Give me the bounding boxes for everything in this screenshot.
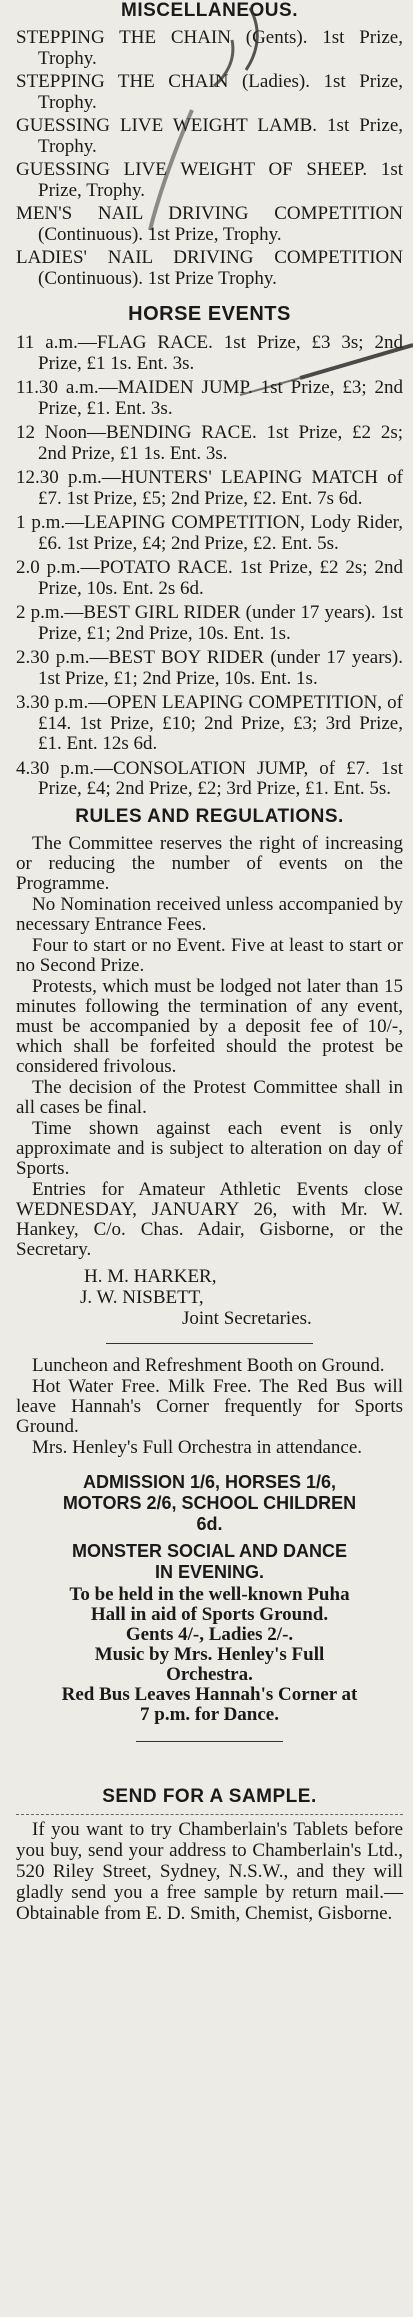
rules-paragraph: The Committee reserves the right of increasing or reducing the number of events on the Programme.: [16, 832, 403, 894]
rules-paragraph: Protests, which must be lodged not later than 15 minutes following the termination of any event, must be accompanied by a deposit fee of 10/-, which shall be forfeited should the protest be considered frivolous.: [16, 975, 403, 1077]
notice-paragraph: Luncheon and Refreshment Booth on Ground.: [32, 1354, 385, 1376]
rules-paragraph: Four to start or no Event. Five at least to start or no Second Prize.: [16, 934, 403, 976]
section-divider: [106, 1343, 313, 1344]
horse-event-item: 3.30 p.m.—OPEN LEAPING COMPETITION, of £14. 1st Prize, £10; 2nd Prize, £3; 3rd Prize, £1. Ent. 12s 6d.: [16, 692, 403, 754]
sample-advert: [16, 1786, 403, 1924]
dance-line: Orchestra.: [166, 1663, 253, 1685]
rules-paragraph: No Nomination received unless accompanied by necessary Entrance Fees.: [16, 893, 403, 935]
dance-section: [16, 1541, 403, 1725]
horse-event-item: 12.30 p.m.—HUNTERS' LEAPING MATCH of £7. 1st Prize, £5; 2nd Prize, £2. Ent. 7s 6d.: [16, 467, 403, 509]
signatory-name: J. W. NISBETT,: [80, 1286, 204, 1308]
sample-text: If you want to try Chamberlain's Tablets before you buy, send your address to Chamberlain's Ltd., 520 Riley Street, Sydney, N.S.W., and they will gladly send you a free sample by return mail.—Obtainable from E. D. Smith, Chemist, Gisborne.: [16, 1818, 403, 1924]
miscellaneous-section: [16, 0, 403, 289]
dance-heading: [16, 1541, 403, 1583]
signatory-name: H. M. HARKER,: [84, 1265, 217, 1287]
misc-item: GUESSING LIVE WEIGHT OF SHEEP. 1st Prize, Trophy.: [16, 159, 403, 201]
horse-events-list: [16, 333, 403, 800]
dance-line: 7 p.m. for Dance.: [140, 1703, 279, 1725]
admission-line: 6d.: [196, 1513, 223, 1534]
horse-event-item: 12 Noon—BENDING RACE. 1st Prize, £2 2s; 2nd Prize, £1 1s. Ent. 3s.: [16, 422, 403, 464]
dance-line: To be held in the well-known Puha: [69, 1583, 350, 1605]
rules-paragraph: Time shown against each event is only approximate and is subject to alteration on day of Sports.: [16, 1117, 403, 1179]
sample-heading: SEND FOR A SAMPLE.: [102, 1785, 317, 1807]
dance-heading-line: IN EVENING.: [154, 1561, 265, 1582]
miscellaneous-list: [16, 28, 403, 289]
dance-line: Music by Mrs. Henley's Full: [94, 1643, 325, 1665]
misc-item: STEPPING THE CHAIN (Gents). 1st Prize, Trophy.: [16, 27, 403, 69]
horse-events-heading: HORSE EVENTS: [128, 303, 291, 325]
signature-block: [16, 1266, 403, 1329]
horse-event-item: 4.30 p.m.—CONSOLATION JUMP, of £7. 1st Prize, £4; 2nd Prize, £2; 3rd Prize, £1. Ent. 5s.: [16, 757, 403, 799]
notice-paragraph: Mrs. Henley's Full Orchestra in attendance.: [32, 1436, 363, 1458]
sample-box: [16, 1814, 403, 1924]
rules-paragraph: The decision of the Protest Committee shall in all cases be final.: [16, 1076, 403, 1118]
rules-heading: RULES AND REGULATIONS.: [75, 805, 344, 827]
horse-event-item: 1 p.m.—LEAPING COMPETITION, Lody Rider, £6. 1st Prize, £4; 2nd Prize, £2. Ent. 5s.: [16, 512, 403, 554]
horse-event-item: 11 a.m.—FLAG RACE. 1st Prize, £3 3s; 2nd Prize, £1 1s. Ent. 3s.: [16, 332, 403, 374]
admission-block: [16, 1472, 403, 1535]
notices-section: [16, 1356, 403, 1458]
horse-event-item: 2.30 p.m.—BEST BOY RIDER (under 17 years). 1st Prize, £1; 2nd Prize, 10s. Ent. 1s.: [16, 647, 403, 689]
horse-event-item: 2.0 p.m.—POTATO RACE. 1st Prize, £2 2s; 2nd Prize, 10s. Ent. 2s 6d.: [16, 557, 403, 599]
section-divider: [136, 1741, 283, 1742]
misc-item: LADIES' NAIL DRIVING COMPETITION (Continuous). 1st Prize Trophy.: [16, 247, 403, 289]
horse-events-section: [16, 303, 403, 800]
rules-paragraph: Entries for Amateur Athletic Events close WEDNESDAY, JANUARY 26, with Mr. W. Hankey, C/o. Chas. Adair, Gisborne, or the Secretary.: [16, 1178, 403, 1260]
miscellaneous-heading: MISCELLANEOUS.: [121, 0, 298, 21]
horse-event-item: 2 p.m.—BEST GIRL RIDER (under 17 years). 1st Prize, £1; 2nd Prize, 10s. Ent. 1s.: [16, 602, 403, 644]
misc-item: MEN'S NAIL DRIVING COMPETITION (Continuous). 1st Prize, Trophy.: [16, 203, 403, 245]
dance-heading-line: MONSTER SOCIAL AND DANCE: [71, 1540, 347, 1561]
dance-line: Hall in aid of Sports Ground.: [90, 1603, 329, 1625]
dance-line: Red Bus Leaves Hannah's Corner at: [61, 1683, 358, 1705]
admission-line: MOTORS 2/6, SCHOOL CHILDREN: [62, 1492, 357, 1513]
misc-item: STEPPING THE CHAIN (Ladies). 1st Prize, Trophy.: [16, 71, 403, 113]
misc-item: GUESSING LIVE WEIGHT LAMB. 1st Prize, Trophy.: [16, 115, 403, 157]
rules-section: [16, 806, 403, 1329]
notice-paragraph: Hot Water Free. Milk Free. The Red Bus will leave Hannah's Corner frequently for Sports Ground.: [16, 1375, 403, 1437]
signatory-title: Joint Secretaries.: [182, 1307, 312, 1329]
dance-line: Gents 4/-, Ladies 2/-.: [125, 1623, 294, 1645]
horse-event-item: 11.30 a.m.—MAIDEN JUMP. 1st Prize, £3; 2nd Prize, £1. Ent. 3s.: [16, 377, 403, 419]
admission-line: ADMISSION 1/6, HORSES 1/6,: [82, 1471, 337, 1492]
